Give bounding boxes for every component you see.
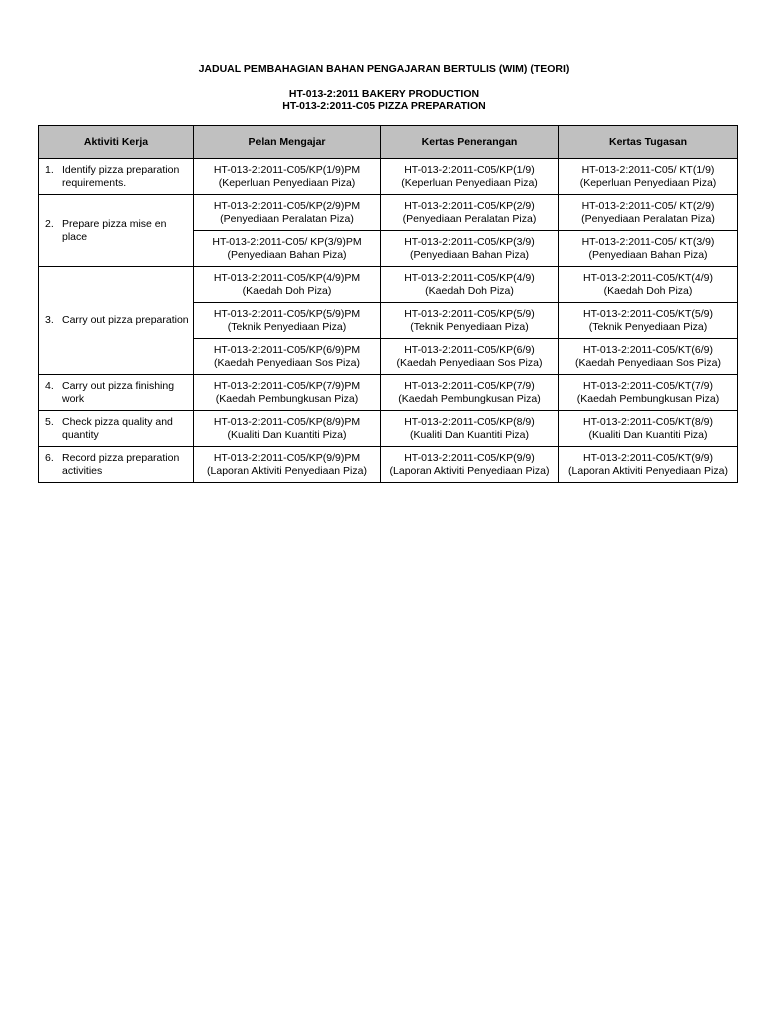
activity-text: Carry out pizza preparation bbox=[62, 314, 189, 326]
pelan-mengajar-cell bbox=[194, 159, 381, 195]
kertas-penerangan-cell bbox=[381, 339, 559, 375]
document-description: (Keperluan Penyediaan Piza) bbox=[218, 176, 356, 189]
document-description: (Penyediaan Bahan Piza) bbox=[409, 248, 530, 261]
activity-text: Prepare pizza mise en place bbox=[62, 217, 167, 243]
pelan-mengajar-cell bbox=[194, 375, 381, 411]
document-description: (Teknik Penyediaan Piza) bbox=[227, 320, 347, 333]
activity-cell bbox=[39, 195, 194, 267]
document-description: (Penyediaan Peralatan Piza) bbox=[581, 212, 715, 225]
table-row bbox=[39, 195, 738, 231]
activity-text: Identify pizza preparation requirements. bbox=[62, 163, 180, 189]
document-title: JADUAL PEMBAHAGIAN BAHAN PENGAJARAN BERTULIS (WIM) (TEORI) bbox=[198, 63, 570, 75]
header-pelan-mengajar: Pelan Mengajar bbox=[194, 126, 381, 159]
table-row bbox=[39, 159, 738, 195]
activity-number: 4. bbox=[45, 379, 54, 392]
kertas-tugasan-cell bbox=[559, 303, 738, 339]
activity-cell bbox=[39, 267, 194, 375]
document-code: HT-013-2:2011-C05/KP(7/9)PM bbox=[213, 379, 361, 392]
document-code: HT-013-2:2011-C05/KP(7/9) bbox=[404, 379, 535, 392]
document-code: HT-013-2:2011-C05/ KP(3/9)PM bbox=[212, 235, 362, 248]
document-code: HT-013-2:2011-C05/KP(1/9) bbox=[404, 163, 535, 176]
pelan-mengajar-cell bbox=[194, 267, 381, 303]
document-description: (Kaedah Pembungkusan Piza) bbox=[576, 392, 720, 405]
kertas-penerangan-cell bbox=[381, 159, 559, 195]
document-code: HT-013-2:2011-C05/KT(9/9) bbox=[583, 451, 713, 464]
document-description: (Keperluan Penyediaan Piza) bbox=[579, 176, 717, 189]
document-description: (Laporan Aktiviti Penyediaan Piza) bbox=[207, 464, 367, 477]
table-row bbox=[39, 447, 738, 483]
kertas-penerangan-cell bbox=[381, 303, 559, 339]
document-description: (Kaedah Doh Piza) bbox=[242, 284, 332, 297]
document-code: HT-013-2:2011-C05/KP(4/9)PM bbox=[213, 271, 361, 284]
table-row bbox=[39, 267, 738, 303]
document-code: HT-013-2:2011-C05/KP(5/9)PM bbox=[213, 307, 361, 320]
activity-cell bbox=[39, 159, 194, 195]
pelan-mengajar-cell bbox=[194, 303, 381, 339]
document-code: HT-013-2:2011-C05/ KT(3/9) bbox=[581, 235, 715, 248]
document-code: HT-013-2:2011-C05/KP(2/9)PM bbox=[213, 199, 361, 212]
activity-number: 6. bbox=[45, 451, 54, 464]
kertas-penerangan-cell bbox=[381, 267, 559, 303]
header-kertas-tugasan: Kertas Tugasan bbox=[559, 126, 738, 159]
kertas-penerangan-cell bbox=[381, 375, 559, 411]
kertas-penerangan-cell bbox=[381, 411, 559, 447]
kertas-tugasan-cell bbox=[559, 267, 738, 303]
table-row bbox=[39, 411, 738, 447]
kertas-penerangan-cell bbox=[381, 195, 559, 231]
document-code: HT-013-2:2011-C05/KP(8/9) bbox=[404, 415, 535, 428]
kertas-tugasan-cell bbox=[559, 447, 738, 483]
table-row bbox=[39, 375, 738, 411]
document-description: (Teknik Penyediaan Piza) bbox=[588, 320, 708, 333]
document-description: (Laporan Aktiviti Penyediaan Piza) bbox=[568, 464, 728, 477]
module-title: HT-013-2:2011-C05 PIZZA PREPARATION bbox=[282, 100, 486, 112]
pelan-mengajar-cell bbox=[194, 339, 381, 375]
document-code: HT-013-2:2011-C05/KP(6/9) bbox=[404, 343, 535, 356]
document-code: HT-013-2:2011-C05/KT(6/9) bbox=[583, 343, 713, 356]
document-code: HT-013-2:2011-C05/KT(4/9) bbox=[583, 271, 713, 284]
document-code: HT-013-2:2011-C05/KT(5/9) bbox=[583, 307, 713, 320]
pelan-mengajar-cell bbox=[194, 195, 381, 231]
document-code: HT-013-2:2011-C05/KP(8/9)PM bbox=[213, 415, 361, 428]
document-description: (Laporan Aktiviti Penyediaan Piza) bbox=[389, 464, 550, 477]
document-code: HT-013-2:2011-C05/KP(4/9) bbox=[404, 271, 535, 284]
wim-schedule-table bbox=[38, 125, 738, 483]
document-description: (Penyediaan Bahan Piza) bbox=[588, 248, 708, 261]
document-code: HT-013-2:2011-C05/KP(3/9) bbox=[404, 235, 535, 248]
activity-number: 3. bbox=[45, 314, 54, 326]
activity-cell bbox=[39, 447, 194, 483]
document-description: (Kaedah Pembungkusan Piza) bbox=[398, 392, 541, 405]
activity-text: Record pizza preparation activities bbox=[62, 451, 180, 477]
document-description: (Kaedah Doh Piza) bbox=[425, 284, 514, 297]
kertas-tugasan-cell bbox=[559, 411, 738, 447]
activity-number: 1. bbox=[45, 163, 54, 176]
document-code: HT-013-2:2011-C05/KT(8/9) bbox=[583, 415, 713, 428]
document-code: HT-013-2:2011-C05/ KT(2/9) bbox=[581, 199, 715, 212]
document-description: (Kaedah Penyediaan Sos Piza) bbox=[214, 356, 360, 369]
activity-text: Check pizza quality and quantity bbox=[62, 415, 173, 441]
header-kertas-penerangan: Kertas Penerangan bbox=[381, 126, 559, 159]
activity-number: 5. bbox=[45, 415, 54, 428]
document-code: HT-013-2:2011-C05/KP(2/9) bbox=[404, 199, 535, 212]
document-code: HT-013-2:2011-C05/KP(9/9)PM bbox=[213, 451, 361, 464]
activity-text: Carry out pizza finishing work bbox=[62, 379, 175, 405]
activity-number: 2. bbox=[45, 217, 54, 230]
document-description: (Kualiti Dan Kuantiti Piza) bbox=[227, 428, 347, 441]
document-code: HT-013-2:2011-C05/KP(6/9)PM bbox=[213, 343, 361, 356]
document-description: (Kualiti Dan Kuantiti Piza) bbox=[588, 428, 708, 441]
kertas-tugasan-cell bbox=[559, 339, 738, 375]
document-description: (Kaedah Penyediaan Sos Piza) bbox=[575, 356, 721, 369]
kertas-tugasan-cell bbox=[559, 375, 738, 411]
document-code: HT-013-2:2011-C05/KP(1/9)PM bbox=[213, 163, 361, 176]
document-code: HT-013-2:2011-C05/KP(9/9) bbox=[404, 451, 535, 464]
document-code: HT-013-2:2011-C05/KP(5/9) bbox=[404, 307, 535, 320]
table-header-row bbox=[39, 126, 738, 159]
document-code: HT-013-2:2011-C05/ KT(1/9) bbox=[581, 163, 715, 176]
document-description: (Keperluan Penyediaan Piza) bbox=[401, 176, 538, 189]
kertas-tugasan-cell bbox=[559, 231, 738, 267]
kertas-penerangan-cell bbox=[381, 231, 559, 267]
document-description: (Kaedah Pembungkusan Piza) bbox=[215, 392, 359, 405]
header-aktiviti-kerja: Aktiviti Kerja bbox=[39, 126, 194, 159]
document-description: (Teknik Penyediaan Piza) bbox=[410, 320, 529, 333]
activity-cell bbox=[39, 411, 194, 447]
document-description: (Penyediaan Peralatan Piza) bbox=[402, 212, 537, 225]
document-description: (Kaedah Doh Piza) bbox=[603, 284, 693, 297]
document-description: (Penyediaan Peralatan Piza) bbox=[220, 212, 354, 225]
kertas-penerangan-cell bbox=[381, 447, 559, 483]
pelan-mengajar-cell bbox=[194, 411, 381, 447]
document-description: (Penyediaan Bahan Piza) bbox=[227, 248, 347, 261]
document-description: (Kaedah Penyediaan Sos Piza) bbox=[396, 356, 543, 369]
document-description: (Kualiti Dan Kuantiti Piza) bbox=[409, 428, 530, 441]
course-title: HT-013-2:2011 BAKERY PRODUCTION bbox=[288, 88, 480, 100]
activity-cell bbox=[39, 375, 194, 411]
document-code: HT-013-2:2011-C05/KT(7/9) bbox=[583, 379, 713, 392]
kertas-tugasan-cell bbox=[559, 195, 738, 231]
pelan-mengajar-cell bbox=[194, 231, 381, 267]
kertas-tugasan-cell bbox=[559, 159, 738, 195]
pelan-mengajar-cell bbox=[194, 447, 381, 483]
